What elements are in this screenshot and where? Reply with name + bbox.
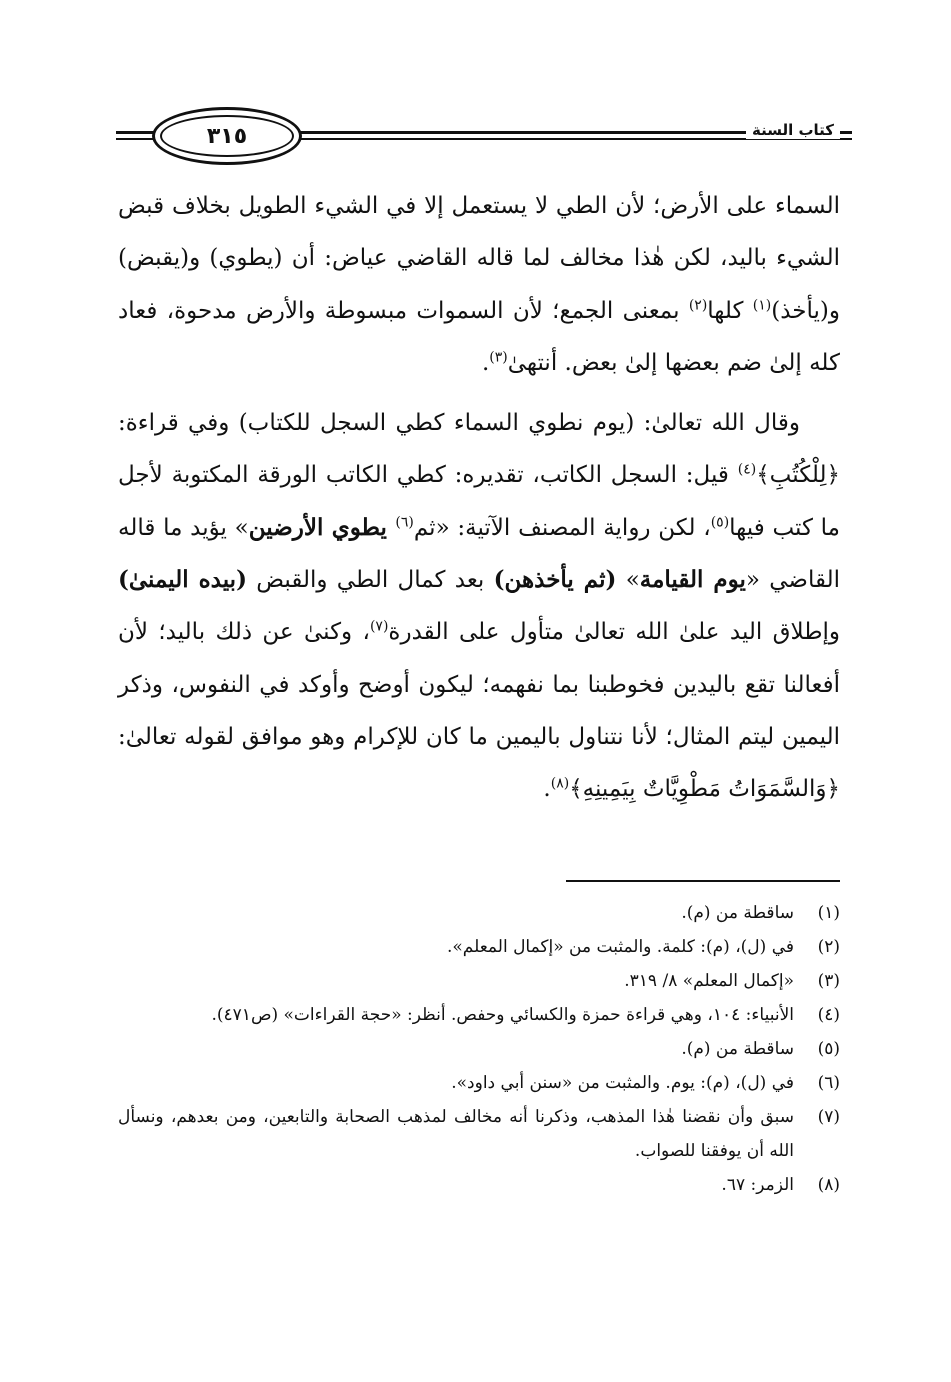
footnote-item — [118, 930, 840, 964]
running-title: كتاب السنة — [746, 121, 840, 139]
hadith-quote: (ثم يأخذهن) — [493, 566, 617, 594]
footnote-text: الزمر: ٦٧. — [721, 1175, 794, 1195]
footnote-number: (٣) — [817, 971, 840, 991]
footnote-number: (٥) — [817, 1039, 840, 1059]
footnote-item — [118, 1100, 840, 1168]
text-run: كلها — [707, 297, 753, 324]
footnote-ref-5: (٥) — [710, 514, 730, 531]
footnote-item — [118, 998, 840, 1032]
text-run: بمعنى الجمع؛ لأن السموات مبسوطة والأرض مدحوة، فعاد كله إلىٰ ضم بعضها إلىٰ بعض. أنتهىٰ — [118, 297, 840, 376]
paragraph-1 — [118, 180, 840, 389]
footnote-ref-4: (٤) — [737, 461, 757, 478]
footnote-item — [118, 1032, 840, 1066]
page-number-oval — [152, 107, 302, 165]
footnote-text: سبق وأن نقضنا هٰذا المذهب، وذكرنا أنه مخالف لمذهب الصحابة والتابعين، ومن بعدهم، ونسأل الله أن يوفقنا للصواب. — [118, 1107, 794, 1161]
text-run: وإطلاق اليد علىٰ الله تعالىٰ متأول على القدرة — [388, 619, 840, 646]
footnote-separator — [566, 880, 840, 882]
footnote-text: «إكمال المعلم» ٨/ ٣١٩. — [624, 971, 794, 991]
footnote-number: (٢) — [817, 937, 840, 957]
footnote-text: في (ل)، (م): يوم. والمثبت من «سنن أبي داود». — [451, 1073, 794, 1093]
footnote-item — [118, 964, 840, 998]
footnote-number: (٦) — [817, 1073, 840, 1093]
footnote-number: (٤) — [817, 1005, 840, 1025]
footnote-text: في (ل)، (م): كلمة. والمثبت من «إكمال المعلم». — [446, 937, 794, 957]
footnote-text: ساقطة من (م). — [681, 1039, 794, 1059]
footnote-ref-6: (٦) — [395, 514, 414, 531]
text-run: . — [543, 776, 551, 803]
text-run: وقال الله تعالىٰ: (يوم نطوي السماء كطي السجل للكتاب) وفي قراءة: ﴿لِلْكُتُبِ﴾ — [118, 410, 840, 489]
footnote-number: (٧) — [817, 1107, 840, 1127]
text-run: السماء على الأرض؛ لأن الطي لا يستعمل إلا في الشيء الطويل بخلاف قبض الشيء باليد، لكن هٰذا مخالف لما قاله القاضي عياض: أن (يطوي) و(يقبض) و(يأخذ) — [118, 193, 841, 324]
page-header — [116, 105, 852, 169]
paragraph-2 — [118, 397, 840, 815]
main-text — [118, 180, 840, 816]
text-run: ، لكن رواية المصنف الآتية: «ثم — [413, 514, 711, 541]
footnote-text: ساقطة من (م). — [681, 903, 794, 923]
footnote-number: (١) — [817, 903, 840, 923]
footnote-ref-2: (٢) — [688, 296, 708, 313]
text-run: » — [616, 567, 640, 594]
text-run: » يؤيد ما قاله القاضي « — [118, 514, 841, 594]
footnotes — [118, 896, 840, 1202]
footnote-ref-8: (٨) — [550, 775, 570, 792]
text-run: بعد كمال الطي والقبض — [246, 567, 494, 594]
text-run: . — [481, 349, 490, 376]
footnote-number: (٨) — [817, 1175, 840, 1195]
hadith-quote: يطوي الأرضين — [248, 513, 396, 541]
footnote-item — [118, 896, 840, 930]
footnote-ref-7: (٧) — [369, 618, 389, 635]
footnote-item — [118, 1066, 840, 1100]
footnote-item — [118, 1168, 840, 1202]
footnote-text: الأنبياء: ١٠٤، وهي قراءة حمزة والكسائي وحفص. أنظر: «حجة القراءات» (ص٤٧١). — [211, 1005, 794, 1025]
text-run: قيل: السجل الكاتب، تقديره: كطي الكاتب الورقة المكتوبة لأجل ما كتب فيها — [118, 462, 840, 541]
page-number: ٣١٥ — [206, 123, 248, 149]
hadith-quote: يوم القيامة — [639, 566, 746, 594]
footnote-ref-3: (٣) — [489, 349, 508, 366]
footnote-ref-1: (١) — [752, 296, 772, 313]
hadith-quote: (بيده اليمنىٰ) — [118, 566, 247, 594]
text-run: ، وكنىٰ عن ذلك باليد؛ لأن أفعالنا تقع باليدين فخوطبنا بما نفهمه؛ ليكون أوضح وأوكد في النفوس، وذكر اليمين ليتم المثال؛ لأنا نتناول باليمين ما كان للإكرام وهو موافق لقوله تعالىٰ: ﴿وَالسَّمَوَاتُ مَطْوِيَّاتٌ بِيَمِينِهِ﴾ — [118, 619, 840, 803]
